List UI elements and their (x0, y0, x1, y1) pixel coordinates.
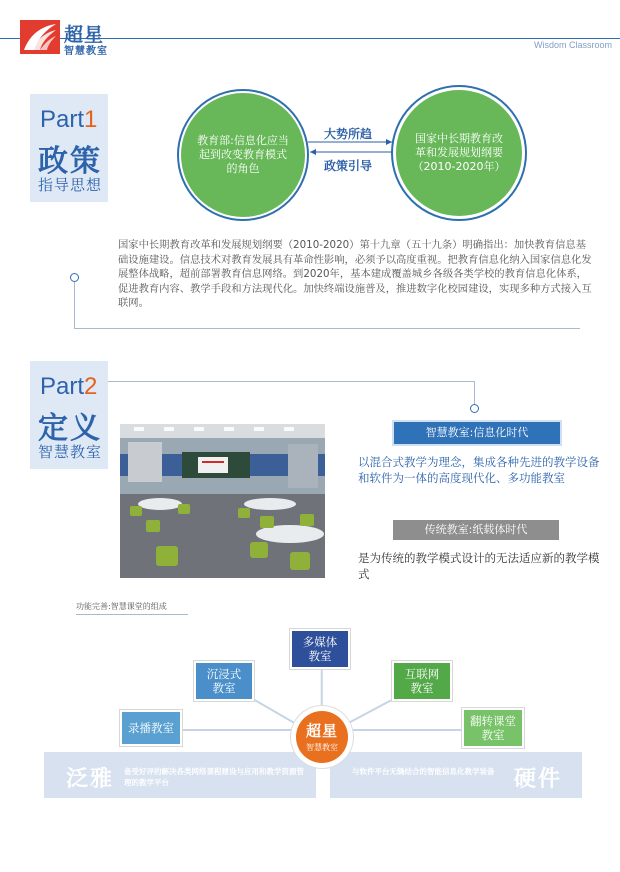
center-title: 超星 (305, 722, 338, 740)
logo-title: 超星 (64, 24, 105, 46)
part2-subtitle: 智慧教室 (38, 443, 103, 461)
part1-subtitle: 指导思想 (38, 176, 103, 194)
composition-caption: 功能完善:智慧课堂的组成 (76, 602, 167, 611)
policy-paragraph: 国家中长期教育改革和发展规划纲要（2010-2020）第十九章（五十九条）明确指出：加快教育信息基础设施建设。信息技术对教育发展具有革命性影响，必须予以高度重视。把教育信息化纳入国家信息化发展整体战略，超前部署教育信息网络。到2020年，基本建成覆盖城乡各级各类学校的教育信息化体系，促进教育内容、教学手段和方法现代化。加快终端设施普及，推进数字化校园建设，实现多种方式接入互联网。 (118, 239, 592, 310)
timeline-line (74, 282, 75, 328)
chaoxing-logo-icon (20, 20, 60, 54)
center-subtitle: 智慧教室 (306, 743, 338, 752)
smart-classroom-description: 以混合式教学为理念，集成各种先进的教学设备和软件为一体的高度现代化、多功能教室 (358, 455, 600, 485)
caption-underline (76, 614, 188, 615)
left-band-title: 泛雅 (66, 767, 115, 792)
arrow-label-bottom: 政策引导 (324, 159, 373, 173)
part2-dot (470, 404, 479, 413)
tile-internet-classroom: 互联网教室 (392, 661, 452, 701)
part2-connector-drop (474, 381, 475, 405)
traditional-classroom-label: 传统教室:纸载体时代 (393, 520, 559, 540)
part2-heading: Part2 (40, 373, 98, 400)
part1-title: 政策 (38, 144, 102, 179)
ray-right (350, 729, 462, 731)
ray-left (182, 729, 294, 731)
part2-title: 定义 (38, 411, 102, 446)
center-brand-circle (296, 711, 348, 763)
smart-classroom-label: 智慧教室:信息化时代 (394, 422, 560, 444)
tile-flipped-classroom: 翻转课堂教室 (462, 708, 524, 748)
tile-recording-classroom: 录播教室 (120, 710, 182, 746)
traditional-classroom-description: 是为传统的教学模式设计的无法适应新的教学模式 (358, 551, 600, 581)
header-tagline: Wisdom Classroom (533, 40, 612, 50)
left-band-text: 备受好评的解决各类网络课程建设与应用和教学资源管理的教学平台 (124, 767, 304, 787)
left-policy-circle: 教育部:信息化应当起到改变教育模式的角色 (181, 93, 305, 217)
timeline-dot (70, 273, 79, 282)
tile-multimedia-classroom: 多媒体教室 (290, 629, 350, 669)
logo-subtitle: 智慧教室 (64, 46, 108, 57)
arrow-label-top: 大势所趋 (324, 127, 373, 141)
timeline-baseline (74, 328, 580, 329)
right-band-title: 硬件 (514, 767, 563, 792)
right-band-text: 与软件平台无缝结合的智能信息化教学装备 (352, 767, 495, 776)
part2-connector (108, 381, 474, 382)
tile-immersive-classroom: 沉浸式教室 (194, 661, 254, 701)
classroom-photo (120, 424, 325, 578)
right-policy-circle: 国家中长期教育改革和发展规划纲要（2010-2020年） (396, 90, 522, 216)
part1-heading: Part1 (40, 106, 98, 133)
